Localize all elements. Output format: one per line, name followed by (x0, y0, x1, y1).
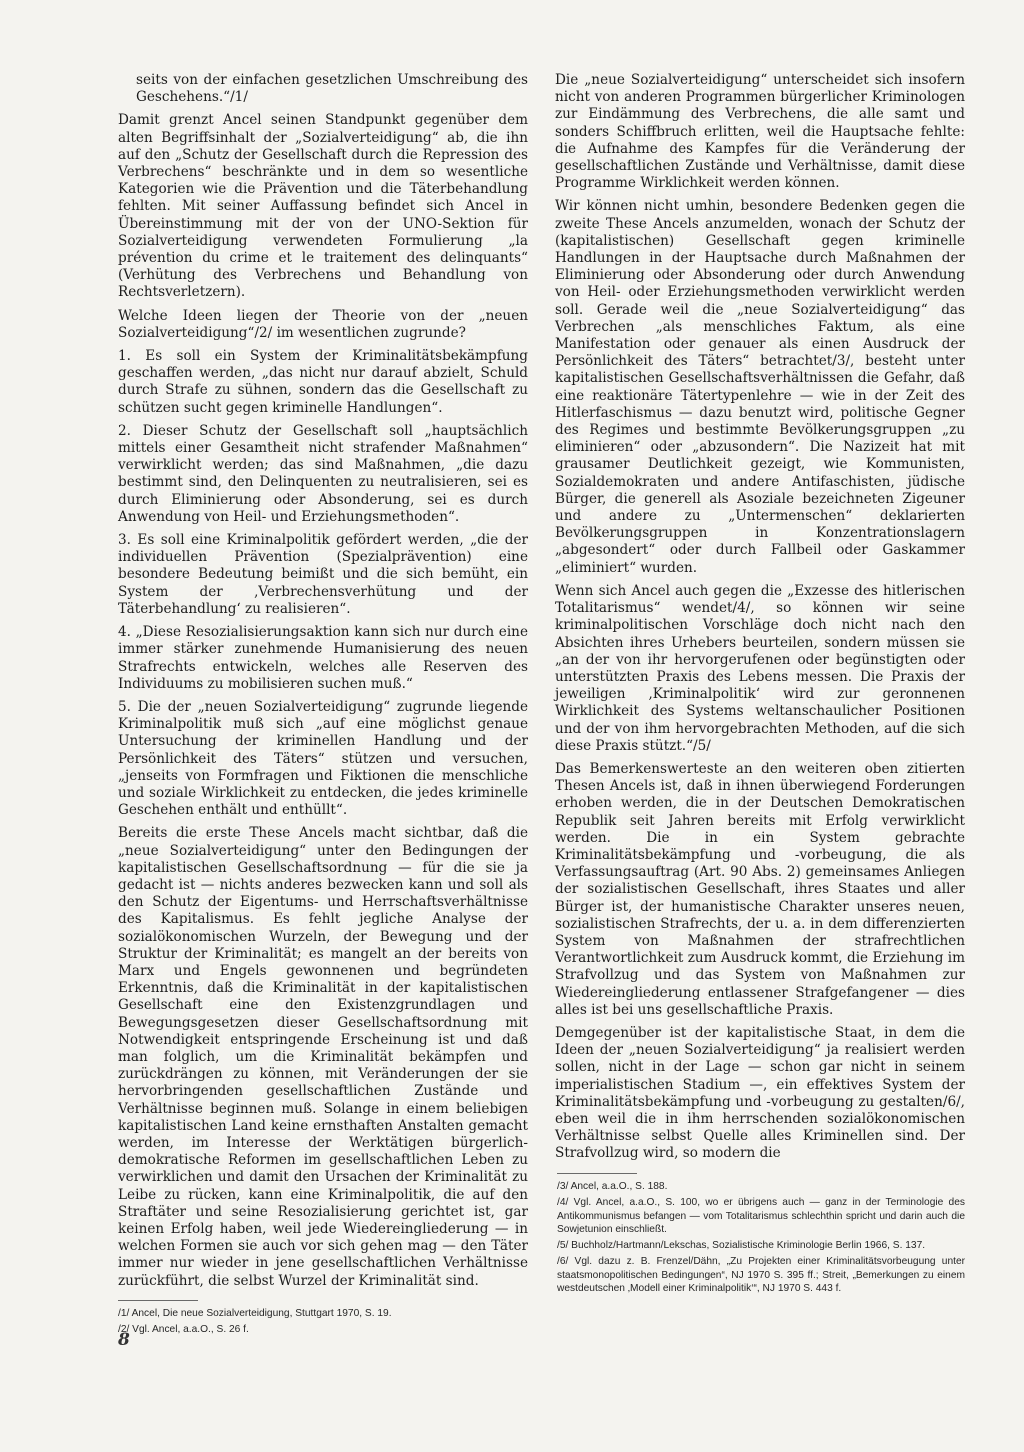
thesis-item: 5. Die der „neuen Sozialverteidigung“ zugrunde liegende Kriminalpolitik muß sich „auf eine möglichst genaue Untersuchung der kriminellen Handlung und der Persönlichkeit des Täters“ stützen und versuchen, „jenseits von Formfragen und Fiktionen die menschliche und soziale Wirklichkeit zu entdecken, die jedes kriminelle Geschehen enthält und enthüllt“. (118, 698, 528, 819)
thesis-item: 1. Es soll ein System der Kriminalitätsbekämpfung geschaffen werden, „das nicht nur darauf abzielt, Schuld durch Strafe zu sühnen, sondern das die Gesellschaft zu schützen sucht gegen kriminelle Handlungen“. (118, 348, 528, 416)
right-footnotes (557, 1163, 965, 1298)
paragraph: Damit grenzt Ancel seinen Standpunkt gegenüber dem alten Begriffsinhalt der „Sozialverteidigung“ ab, die ihn auf den „Schutz der Gesellschaft durch die Repression des Verbrechens“ beschränkte und in dem so wesentliche Kategorien wie die Prävention und die Täterbehandlung fehlten. Mit seiner Auffassung befindet sich Ancel in Übereinstimmung mit der von der UNO-Sektion für Sozialverteidigung verwendeten Formulierung „la prévention du crime et le traitement des delinquants“ (Verhütung des Verbrechens und Behandlung von Rechtsverletzern). (118, 112, 528, 301)
paragraph: Bereits die erste These Ancels macht sichtbar, daß die „neue Sozialverteidigung“ unter den Bedingungen der kapitalistischen Gesellschaftsordnung — für die sie ja gedacht ist — nichts anderes bezwecken kann und soll als den Schutz der Eigentums- und Herrschaftsverhältnisse des Kapitalismus. Es fehlt jegliche Analyse der sozialökonomischen Wurzeln, der Bewegung und der Struktur der Kriminalität; es mangelt an der bereits von Marx und Engels gewonnenen und begründeten Erkenntnis, daß die Kriminalität in der kapitalistischen Gesellschaft eine den Existenzgrundlagen und Bewegungsgesetzen dieser Gesellschaftsordnung mit Notwendigkeit entspringende Erscheinung ist und daß man folglich, um die Kriminalität bekämpfen und zurückdrängen zu können, mit Veränderungen der sie hervorbringenden gesellschaftlichen Zustände und Verhältnisse beginnen muß. Solange in einem beliebigen kapitalistischen Land keine ernsthaften Anstalten gemacht werden, im Interesse der Werktätigen bürgerlich-demokratische Reformen im gesellschaftlichen Leben zu verwirklichen und damit den Ursachen der Kriminalität zu Leibe zu rücken, kann eine Kriminalpolitik, die auf den Straftäter und seine Resozialisierung gerichtet ist, gar keinen Erfolg haben, weil jede Wiedereingliederung — in welchen Formen sie auch vor sich gehen mag — den Täter immer nur wieder in jene gesellschaftlichen Verhältnisse zurückführt, die selbst Wurzel der Kriminalität sind. (118, 825, 528, 1289)
left-column (118, 72, 528, 1339)
footnote: /3/ Ancel, a.a.O., S. 188. (557, 1181, 668, 1192)
thesis-item: 4. „Diese Resozialisierungsaktion kann sich nur durch eine immer stärker zunehmende Humanisierung des neuen Strafrechts entwickeln, welches alle Reserven des Individuums zu mobilisieren suchen muß.“ (118, 624, 528, 692)
footnote-divider (557, 1173, 637, 1174)
thesis-item: 2. Dieser Schutz der Gesellschaft soll „hauptsächlich mittels einer Gesamtheit nicht strafender Maßnahmen“ verwirklicht werden; das sind Maßnahmen, „die dazu bestimmt sind, den Delinquenten zu neutralisieren, sei es durch Eliminierung oder Absonderung, sei es durch Anwendung von Heil- und Erziehungsmethoden“. (118, 422, 528, 525)
footnote: /1/ Ancel, Die neue Sozialverteidigung, Stuttgart 1970, S. 19. (118, 1307, 392, 1319)
right-column (555, 72, 965, 1169)
paragraph: Die „neue Sozialverteidigung“ unterscheidet sich insofern nicht von anderen Programmen bürgerlicher Kriminologen zur Eindämmung des Verbrechens, die alle samt und sonders Schiffbruch erlitten, weil die Hauptsache fehlte: die Aufnahme des Kampfes für die Veränderung der gesellschaftlichen Zustände und Verhältnisse, damit diese Programme Wirklichkeit werden können. (555, 72, 965, 192)
paragraph: Wir können nicht umhin, besondere Bedenken gegen die zweite These Ancels anzumelden, wonach der Schutz der (kapitalistischen) Gesellschaft gegen kriminelle Handlungen in der Hauptsache durch Maßnahmen der Eliminierung oder Absonderung oder durch Anwendung von Heil- oder Erziehungsmethoden verwirklicht werden soll. Gerade weil die „neue Sozialverteidigung“ das Verbrechen „als menschliches Faktum, als eine Manifestation oder genauer als einen Ausdruck der Persönlichkeit des Täters“ betrachtet/3/, besteht unter kapitalistischen Gesellschaftsverhältnissen die Gefahr, daß eine reaktionäre Tätertypenlehre — wie in der Zeit des Hitlerfaschismus — dazu benutzt wird, politische Gegner des Regimes und bestimmte Bevölkerungsgruppen „zu eliminieren“ oder „abzusondern“. Die Nazizeit hat mit grausamer Deutlichkeit gezeigt, wie Kommunisten, Sozialdemokraten und andere Antifaschisten, jüdische Bürger, die generell als Asoziale bezeichneten Zigeuner und andere zu „Untermenschen“ deklarierten Bevölkerungsgruppen in Konzentrationslagern „abgesondert“ oder durch Fallbeil oder Gaskammer „eliminiert“ wurden. (555, 198, 965, 576)
paragraph: Das Bemerkenswerteste an den weiteren oben zitierten Thesen Ancels ist, daß in ihnen überwiegend Forderungen erhoben werden, die in der Deutschen Demokratischen Republik seit Jahren bereits mit Erfolg verwirklicht werden. Die in ein System gebrachte Kriminalitätsbekämpfung und -vorbeugung, die als Verfassungsauftrag (Art. 90 Abs. 2) gemeinsames Anliegen der sozialistischen Gesellschaft, ihres Staates und aller Bürger ist, der humanistische Charakter unseres neuen, sozialistischen Strafrechts, der u. a. in dem differenzierten System von Maßnahmen der strafrechtlichen Verantwortlichkeit zum Ausdruck kommt, die Erziehung im Strafvollzug und das System von Maßnahmen zur Wiedereingliederung entlassener Strafgefangener — dies alles ist bei uns gesellschaftliche Praxis. (555, 760, 965, 1018)
footnote-divider (118, 1300, 198, 1301)
footnote: /6/ Vgl. dazu z. B. Frenzel/Dähn, „Zu Projekten einer Kriminalitätsvorbeugung unter staatsmonopolitischen Bedingungen“, NJ 1970 S. 395 ff.; Streit, „Bemerkungen zu einem westdeutschen ‚Modell einer Kriminalpolitik‘“, NJ 1970 S. 443 f. (557, 1256, 965, 1295)
footnote: /5/ Buchholz/Hartmann/Lekschas, Sozialistische Kriminologie Berlin 1966, S. 137. (557, 1240, 926, 1252)
paragraph: Demgegenüber ist der kapitalistische Staat, in dem die Ideen der „neuen Sozialverteidigung“ ja realisiert werden sollen, nicht in der Lage — schon gar nicht in seinem imperialistischen Stadium —, ein effektives System der Kriminalitätsbekämpfung und -vorbeugung zu gestalten/6/, eben weil die in ihm herrschenden sozialökonomischen Verhältnisse selbst Quelle alles Kriminellen sind. Der Strafvollzug wird, so modern die (555, 1024, 965, 1162)
footnote: /2/ Vgl. Ancel, a.a.O., S. 26 f. (118, 1324, 249, 1336)
page-number: 8 (118, 1330, 130, 1350)
paragraph: Welche Ideen liegen der Theorie von der „neuen Sozialverteidigung“/2/ im wesentlichen zugrunde? (118, 307, 528, 341)
thesis-item: 3. Es soll eine Kriminalpolitik gefördert werden, „die der individuellen Prävention (Spezialprävention) eine besondere Bedeutung beimißt und die sich bemüht, ein System der ‚Verbrechensverhütung und der Täterbehandlung‘ zu realisieren“. (118, 532, 528, 617)
paragraph: seits von der einfachen gesetzlichen Umschreibung des Geschehens.“/1/ (136, 72, 528, 106)
paragraph: Wenn sich Ancel auch gegen die „Exzesse des hitlerischen Totalitarismus“ wendet/4/, so können wir seine kriminalpolitischen Vorschläge doch nicht nach den Absichten ihres Urhebers beurteilen, sondern müssen sie „an der von ihr hervorgerufenen oder begünstigten oder unterstützten Praxis des Lebens messen. Die Praxis der jeweiligen ‚Kriminalpolitik‘ wird zur geronnenen Wirklichkeit des Systems weltanschaulicher Positionen und der von ihm hervorgebrachten Methoden, auf die sich diese Praxis stützt.“/5/ (555, 582, 965, 754)
footnote: /4/ Vgl. Ancel, a.a.O., S. 100, wo er übrigens auch — ganz in der Terminologie des Antikommunismus befangen — vom Totalitarismus schlechthin spricht und darin auch die Sowjetunion einschließt. (557, 1197, 965, 1235)
left-footnotes (118, 1307, 528, 1337)
